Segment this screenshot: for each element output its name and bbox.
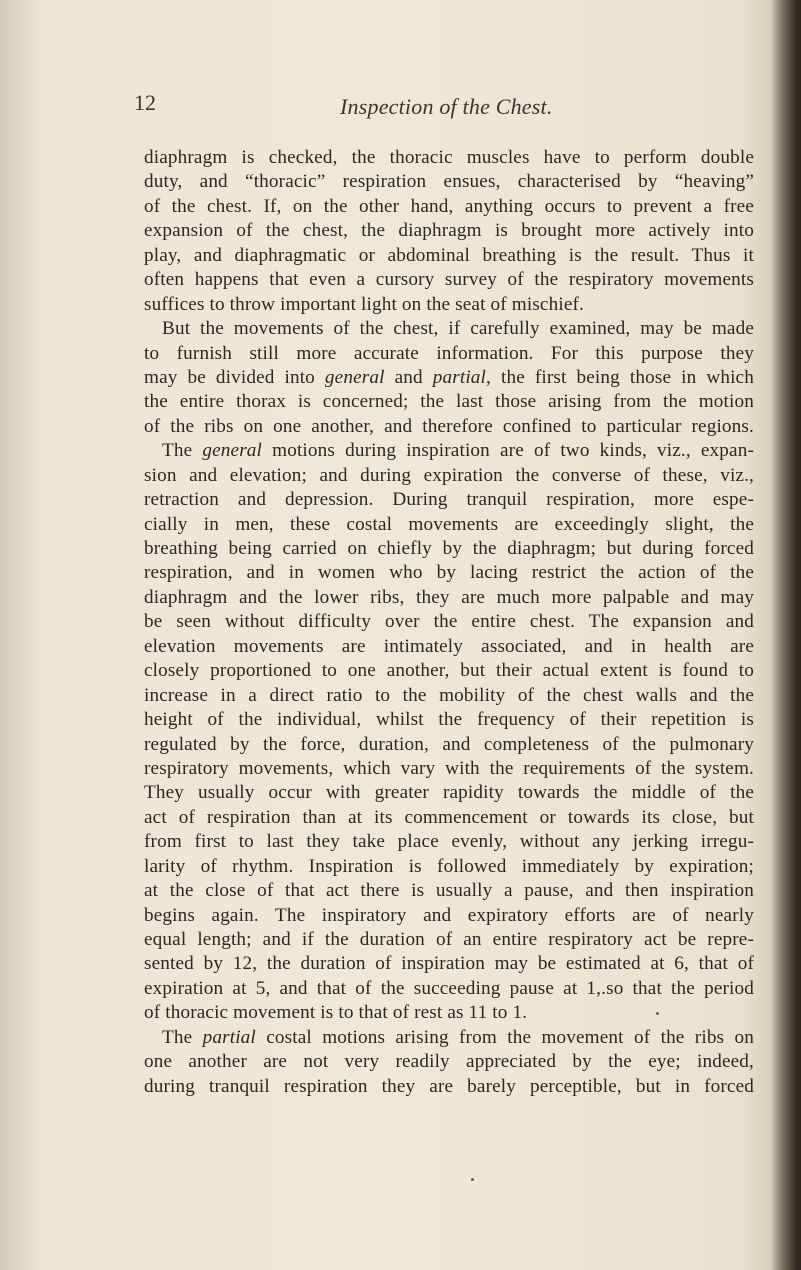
text-line: sented by 12, the duration of inspiration may be estimated at 6, that of	[144, 953, 754, 975]
text-line: height of the individual, whilst the frequency of their repetition is	[144, 709, 754, 731]
page-number: 12	[134, 90, 156, 115]
text-line: larity of rhythm. Inspiration is followed immediately by expiration;	[144, 855, 754, 877]
text-line: of thoracic movement is to that of rest as 11 to 1.	[144, 1002, 528, 1024]
text-line: retraction and depression. During tranquil respiration, more espe-	[144, 489, 754, 511]
text-line: expiration at 5, and that of the succeeding pause at 1,.so that the period	[144, 977, 754, 999]
text-line: often happens that even a cursory survey of the respiratory movements	[144, 269, 754, 291]
text-line: one another are not very readily appreciated by the eye; indeed,	[144, 1051, 754, 1073]
text-line: to furnish still more accurate information. For this purpose they	[144, 342, 754, 364]
text-line: of the ribs on one another, and therefore confined to particular regions.	[144, 415, 754, 437]
text-line: respiratory movements, which vary with the requirements of the system.	[144, 757, 754, 779]
text-line: The partial costal motions arising from the movement of the ribs on	[162, 1026, 754, 1048]
text-line: begins again. The inspiratory and expiratory efforts are of nearly	[144, 904, 754, 926]
text-line: duty, and “thoracic” respiration ensues, characterised by “heaving”	[144, 171, 754, 193]
text-line: may be divided into general and partial, the first being those in which	[144, 366, 754, 388]
text-line: But the movements of the chest, if carefully examined, may be made	[162, 318, 754, 340]
text-line: the entire thorax is concerned; the last those arising from the motion	[144, 391, 754, 413]
text-line: suffices to throw important light on the seat of mischief.	[144, 293, 584, 315]
text-line: breathing being carried on chiefly by the diaphragm; but during forced	[144, 538, 754, 559]
text-line: increase in a direct ratio to the mobility of the chest walls and the	[144, 684, 754, 706]
text-line: be seen without difficulty over the entire chest. The expansion and	[144, 611, 754, 633]
running-head: Inspection of the Chest.	[340, 94, 553, 119]
text-line: equal length; and if the duration of an entire respiratory act be repre-	[144, 929, 754, 950]
text-line: of the chest. If, on the other hand, anything occurs to prevent a free	[144, 195, 754, 217]
page-edge-shadow	[771, 0, 801, 1270]
text-line: regulated by the force, duration, and completeness of the pulmonary	[144, 733, 754, 755]
text-line: closely proportioned to one another, but their actual extent is found to	[144, 660, 754, 682]
text-line: act of respiration than at its commencement or towards its close, but	[144, 806, 754, 828]
ink-speck	[656, 1012, 659, 1015]
gutter-shadow	[0, 0, 42, 1270]
text-line: play, and diaphragmatic or abdominal breathing is the result. Thus it	[144, 244, 754, 266]
text-line: elevation movements are intimately associated, and in health are	[144, 635, 754, 657]
text-line: sion and elevation; and during expiration the converse of these, viz.,	[144, 464, 754, 486]
text-line: diaphragm and the lower ribs, they are much more palpable and may	[144, 586, 754, 608]
text-line: respiration, and in women who by lacing restrict the action of the	[144, 562, 754, 584]
page-header	[0, 90, 801, 120]
text-line: during tranquil respiration they are barely perceptible, but in forced	[144, 1075, 754, 1097]
text-line: The general motions during inspiration are of two kinds, viz., expan-	[162, 440, 754, 462]
text-line: They usually occur with greater rapidity towards the middle of the	[144, 782, 754, 804]
text-line: expansion of the chest, the diaphragm is brought more actively into	[144, 220, 754, 242]
text-line: from first to last they take place evenly, without any jerking irregu-	[144, 831, 754, 853]
ink-speck	[471, 1178, 474, 1181]
body-text	[144, 146, 754, 1099]
text-line: cially in men, these costal movements are exceedingly slight, the	[144, 513, 754, 535]
text-line: diaphragm is checked, the thoracic muscles have to perform double	[144, 147, 754, 168]
text-line: at the close of that act there is usually a pause, and then inspiration	[144, 880, 754, 902]
